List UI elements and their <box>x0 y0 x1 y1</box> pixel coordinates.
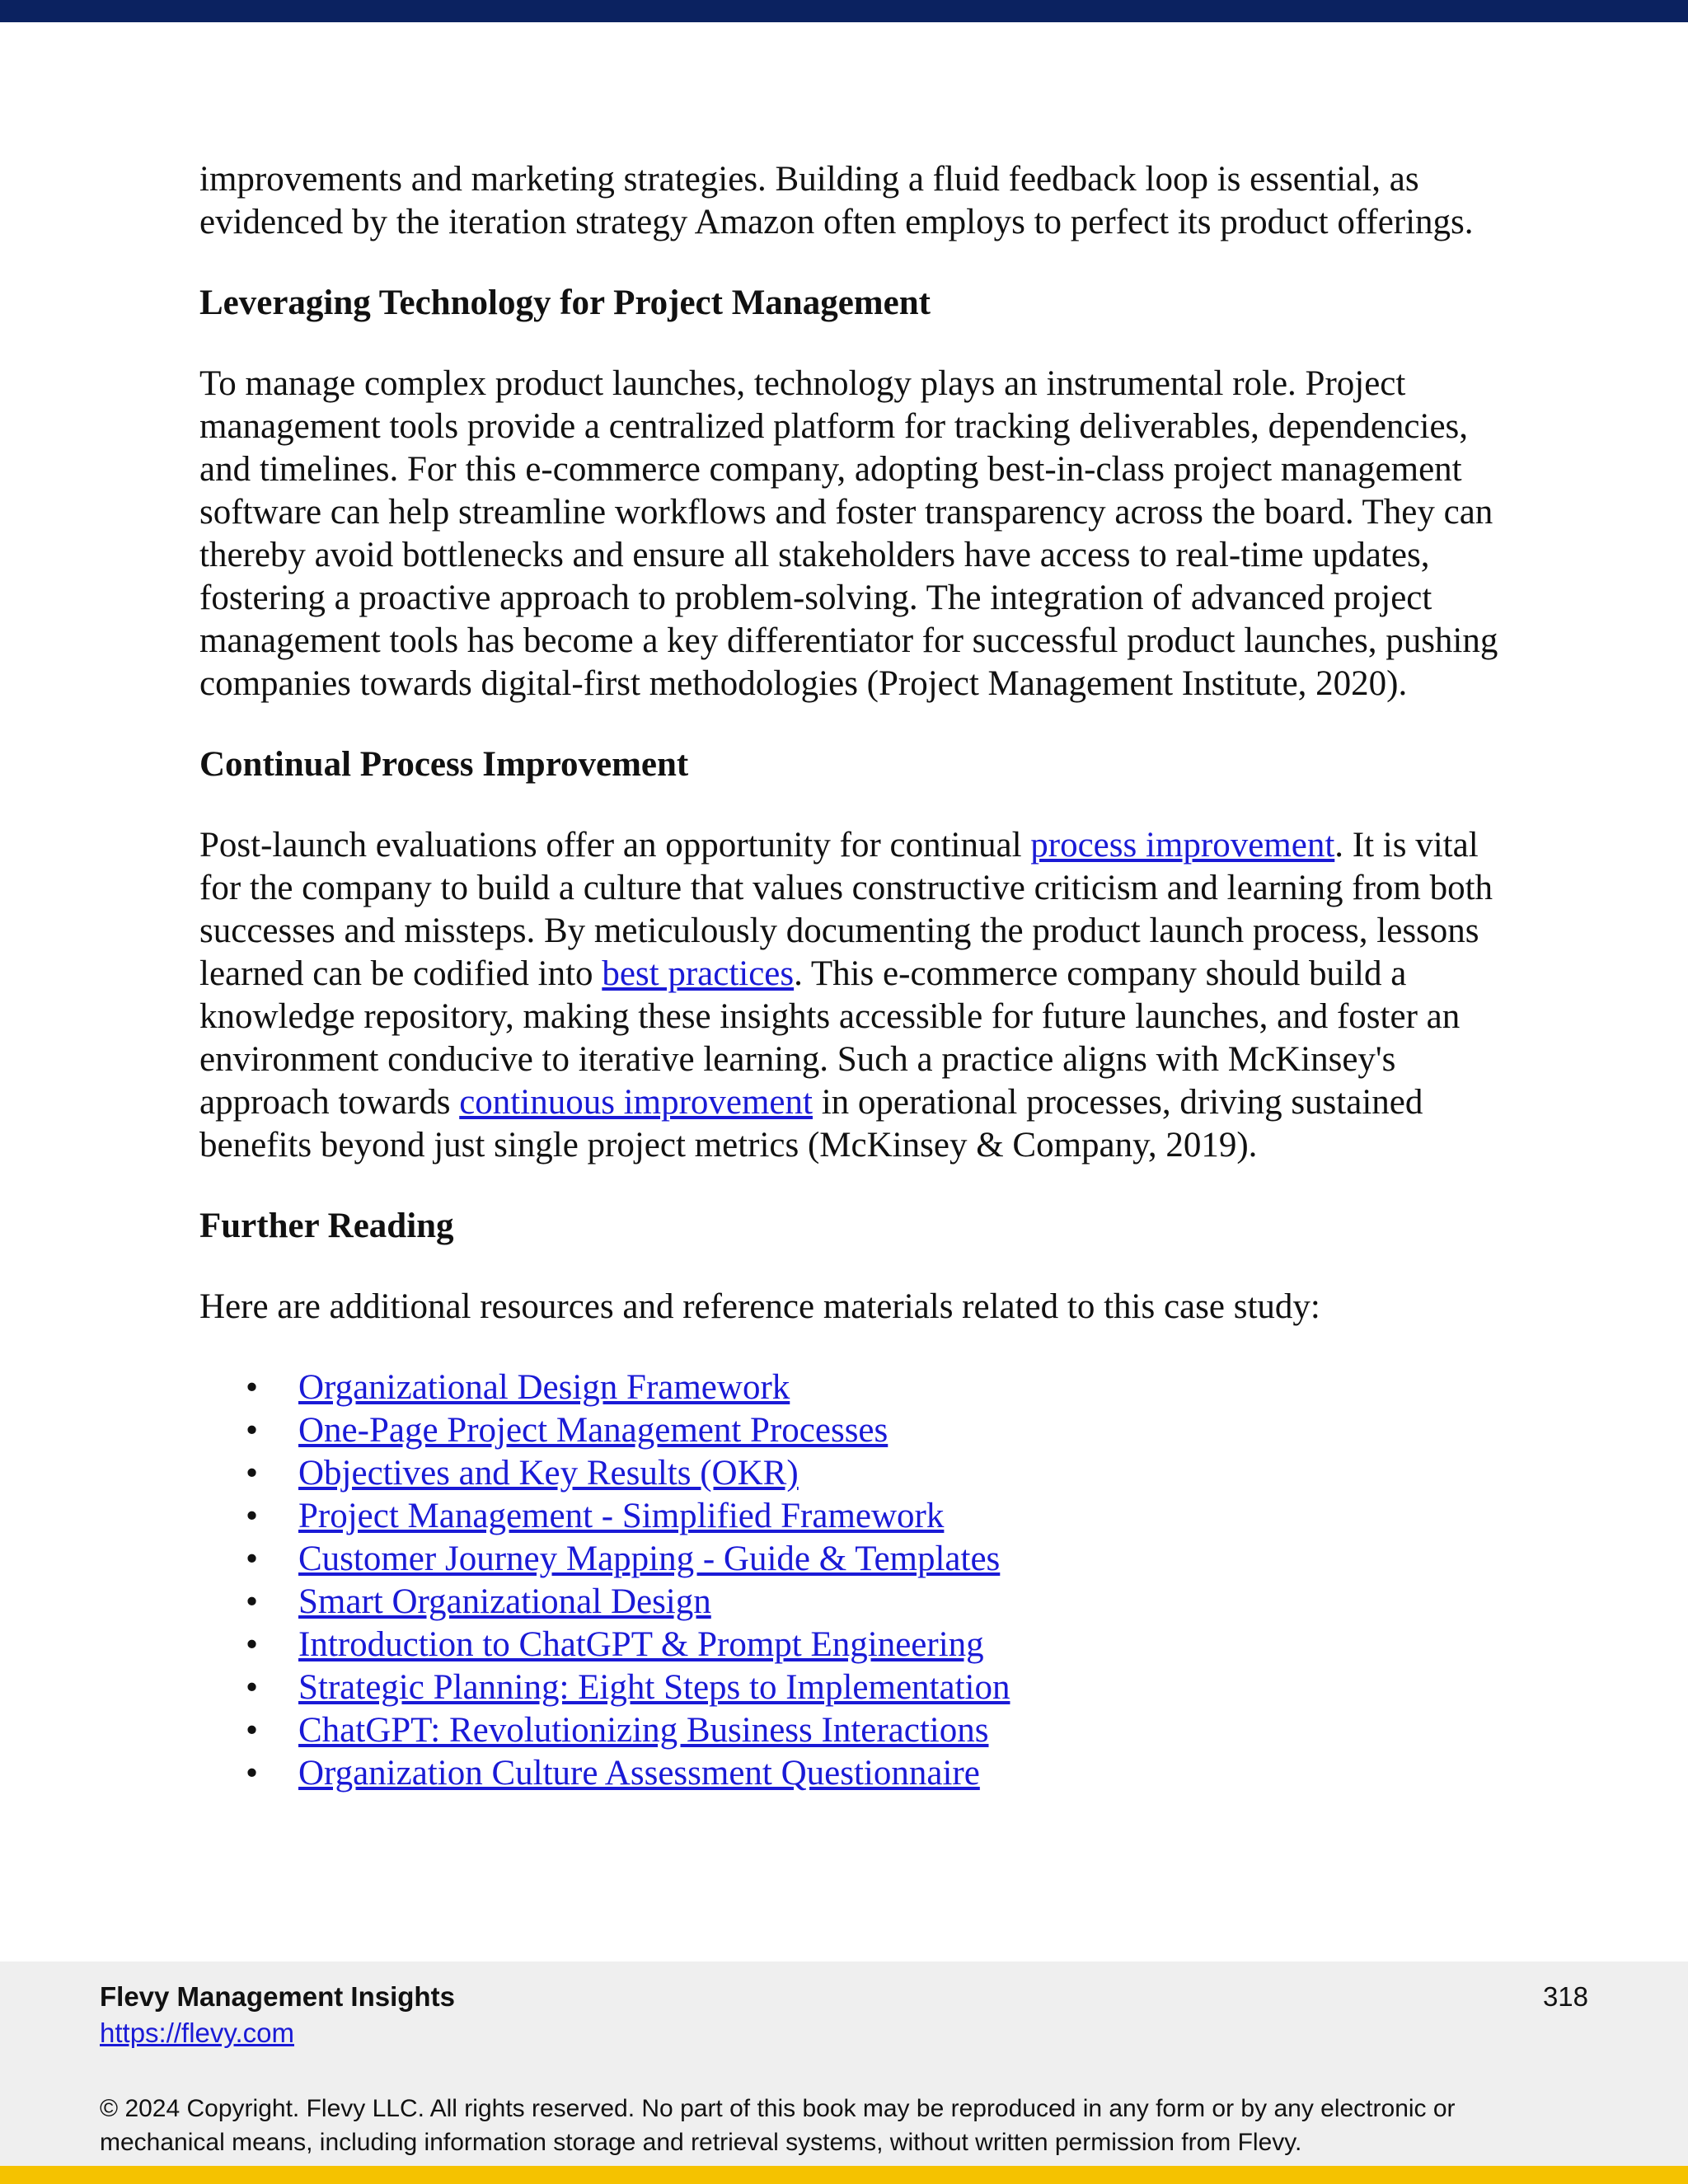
list-item <box>199 1452 1502 1495</box>
list-item <box>199 1409 1502 1452</box>
bullet-icon: • <box>246 1668 259 1707</box>
bullet-icon: • <box>246 1454 259 1493</box>
intro-paragraph: improvements and marketing strategies. Building a fluid feedback loop is essential, as evidenced by the iteration strategy Amazon often employs to perfect its product offerings. <box>199 160 1474 241</box>
improvement-text-3: . This e-commerce company should build a knowledge repository, making these insights accessible for future launches, and foster an environment conducive to iterative learning. Such a practice aligns with McKinsey's approach towards <box>199 954 1461 1122</box>
reading-link-organizational-design-framework[interactable]: Organizational Design Framework <box>298 1368 790 1407</box>
technology-paragraph: To manage complex product launches, technology plays an instrumental role. Project management tools provide a centralized platform for tracking deliverables, dependencies, and timelines. For this e-commerce company, adopting best-in-class project management software can help streamline workflows and foster transparency across the board. They can thereby avoid bottlenecks and ensure all stakeholders have access to real-time updates, fostering a proactive approach to problem-solving. The integration of advanced project management tools has become a key differentiator for successful product launches, pushing companies towards digital-first methodologies (Project Management Institute, 2020). <box>199 364 1498 703</box>
improvement-text-2: . It is vital for the company to build a culture that values constructive criticism and learning from both successes and missteps. By meticulously documenting the product launch process, lessons learned can be codified into <box>199 826 1493 993</box>
further-reading-list <box>199 1366 1502 1795</box>
bullet-icon: • <box>246 1625 259 1664</box>
list-item <box>199 1709 1502 1752</box>
continuous-improvement-link[interactable]: continuous improvement <box>459 1083 813 1122</box>
list-item <box>199 1366 1502 1409</box>
bullet-icon: • <box>246 1754 259 1793</box>
further-reading-intro: Here are additional resources and reference materials related to this case study: <box>199 1287 1320 1326</box>
reading-link-smart-organizational-design[interactable]: Smart Organizational Design <box>298 1582 711 1621</box>
reading-link-strategic-planning[interactable]: Strategic Planning: Eight Steps to Implementation <box>298 1668 1010 1707</box>
section-heading-improvement: Continual Process Improvement <box>199 745 689 784</box>
list-item <box>199 1581 1502 1624</box>
copyright-notice: © 2024 Copyright. Flevy LLC. All rights reserved. No part of this book may be reproduced in any form or by any electronic or mechanical means, including information storage and retrieval systems, without written permission from Flevy. <box>100 2095 1456 2156</box>
list-item <box>199 1666 1502 1709</box>
page-footer <box>0 1961 1688 2166</box>
header-bar <box>0 0 1688 22</box>
list-item <box>199 1752 1502 1795</box>
bullet-icon: • <box>246 1540 259 1578</box>
best-practices-link[interactable]: best practices <box>602 954 795 993</box>
footer-url-link[interactable]: https://flevy.com <box>100 2018 294 2048</box>
bullet-icon: • <box>246 1711 259 1750</box>
process-improvement-link[interactable]: process improvement <box>1030 826 1335 865</box>
reading-link-culture-assessment[interactable]: Organization Culture Assessment Questionnaire <box>298 1754 980 1793</box>
reading-link-chatgpt-prompt-engineering[interactable]: Introduction to ChatGPT & Prompt Engineering <box>298 1625 984 1664</box>
document-body <box>199 158 1502 1795</box>
improvement-text-1: Post-launch evaluations offer an opportunity for continual <box>199 826 1031 865</box>
bullet-icon: • <box>246 1368 259 1407</box>
list-item <box>199 1624 1502 1666</box>
reading-link-one-page-pm-processes[interactable]: One-Page Project Management Processes <box>298 1411 889 1450</box>
reading-link-customer-journey-mapping[interactable]: Customer Journey Mapping - Guide & Templates <box>298 1540 1001 1578</box>
bullet-icon: • <box>246 1411 259 1450</box>
bullet-icon: • <box>246 1582 259 1621</box>
footer-accent-bar <box>0 2166 1688 2184</box>
section-heading-further-reading: Further Reading <box>199 1207 454 1245</box>
improvement-paragraph <box>199 824 1502 1167</box>
bullet-icon: • <box>246 1497 259 1535</box>
list-item <box>199 1495 1502 1538</box>
section-heading-technology: Leveraging Technology for Project Management <box>199 284 931 322</box>
footer-brand: Flevy Management Insights <box>100 1981 455 2012</box>
reading-link-pm-simplified-framework[interactable]: Project Management - Simplified Framework <box>298 1497 945 1535</box>
page-number: 318 <box>1542 1981 1588 2012</box>
improvement-text-4: in operational processes, driving sustained benefits beyond just single project metrics (McKinsey & Company, 2019). <box>199 1083 1423 1165</box>
list-item <box>199 1538 1502 1581</box>
reading-link-chatgpt-business-interactions[interactable]: ChatGPT: Revolutionizing Business Interactions <box>298 1711 989 1750</box>
reading-link-okr[interactable]: Objectives and Key Results (OKR) <box>298 1454 799 1493</box>
